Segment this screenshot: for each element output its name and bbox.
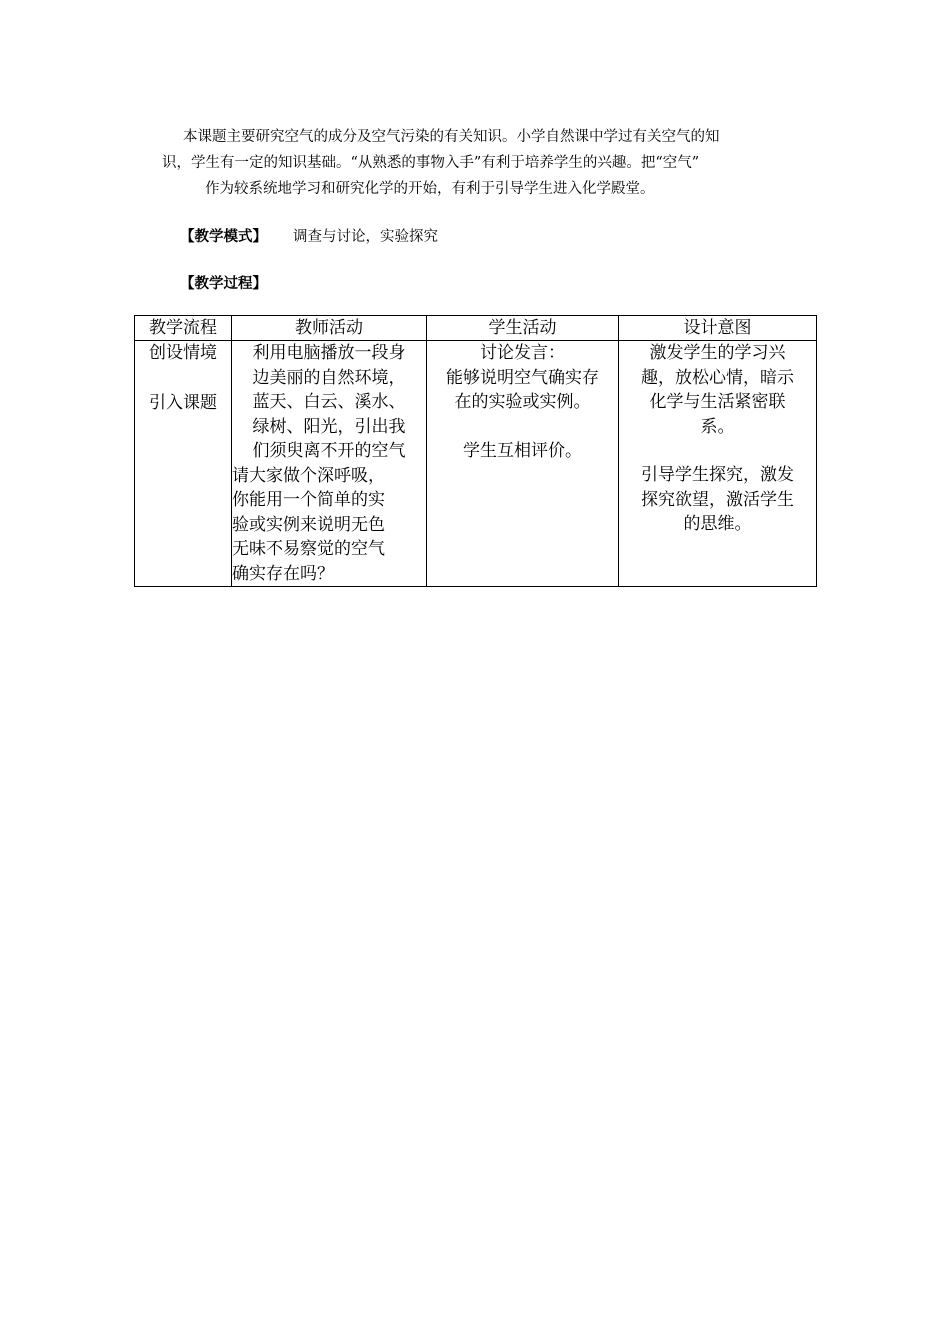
student-eval-line: 学生互相评价。 bbox=[463, 440, 582, 461]
teacher-line: 利用电脑播放一段身 bbox=[252, 343, 406, 363]
teacher-line: 确实存在吗？ bbox=[232, 563, 334, 584]
teaching-process-table bbox=[134, 315, 817, 587]
design-line: 引导学生探究，激发 bbox=[641, 465, 794, 485]
teaching-process-heading bbox=[180, 272, 267, 293]
student-line: 在的实验或实例。 bbox=[454, 392, 591, 412]
teacher-line: 无味不易察觉的空气 bbox=[232, 539, 385, 559]
teacher-line: 你能用一个简单的实 bbox=[232, 490, 385, 510]
design-line: 激发学生的学习兴 bbox=[649, 343, 786, 363]
student-line: 讨论发言： bbox=[480, 343, 565, 363]
table-row bbox=[135, 341, 817, 587]
teaching-mode-label: 【教学模式】 bbox=[180, 229, 267, 245]
flow-step: 创设情境 bbox=[149, 343, 217, 363]
teaching-mode-value: 调查与讨论，实验探究 bbox=[293, 229, 438, 245]
teacher-line: 边美丽的自然环境， bbox=[252, 367, 406, 388]
header-design-intent: 设计意图 bbox=[619, 316, 817, 341]
intro-line-3: 作为较系统地学习和研究化学的开始，有利于引导学生进入化学殿堂。 bbox=[205, 181, 655, 197]
teacher-line: 们须臾离不开的空气 bbox=[252, 441, 406, 461]
design-line: 探究欲望，激活学生 bbox=[641, 489, 794, 510]
teacher-line: 请大家做个深呼吸， bbox=[232, 465, 385, 486]
teaching-mode-heading bbox=[180, 225, 438, 246]
teacher-line: 验或实例来说明无色 bbox=[232, 514, 385, 535]
teacher-line: 绿树、阳光，引出我 bbox=[252, 416, 406, 437]
intro-line-2: 识，学生有一定的知识基础。“从熟悉的事物入手”有利于培养学生的兴趣。把“空气” bbox=[162, 155, 700, 171]
design-intent-cell bbox=[619, 341, 817, 587]
flow-step: 引入课题 bbox=[149, 393, 217, 413]
table-header-row bbox=[135, 316, 817, 341]
teacher-activity-cell bbox=[232, 341, 427, 587]
design-line: 趣，放松心情，暗示 bbox=[641, 367, 794, 388]
design-line: 化学与生活紧密联 bbox=[649, 392, 786, 412]
teaching-process-label: 【教学过程】 bbox=[180, 276, 267, 292]
intro-paragraph bbox=[162, 124, 823, 202]
design-line: 的思维。 bbox=[683, 514, 752, 534]
student-activity-cell bbox=[427, 341, 619, 587]
header-student-activity: 学生活动 bbox=[427, 316, 619, 341]
header-teacher-activity: 教师活动 bbox=[232, 316, 427, 341]
teacher-line: 蓝天、白云、溪水、 bbox=[252, 392, 406, 412]
student-line: 能够说明空气确实存 bbox=[446, 367, 599, 388]
header-flow: 教学流程 bbox=[135, 316, 232, 341]
design-line: 系。 bbox=[700, 416, 735, 437]
intro-line-1: 本课题主要研究空气的成分及空气污染的有关知识。小学自然课中学过有关空气的知 bbox=[183, 129, 720, 145]
flow-cell bbox=[135, 341, 232, 587]
